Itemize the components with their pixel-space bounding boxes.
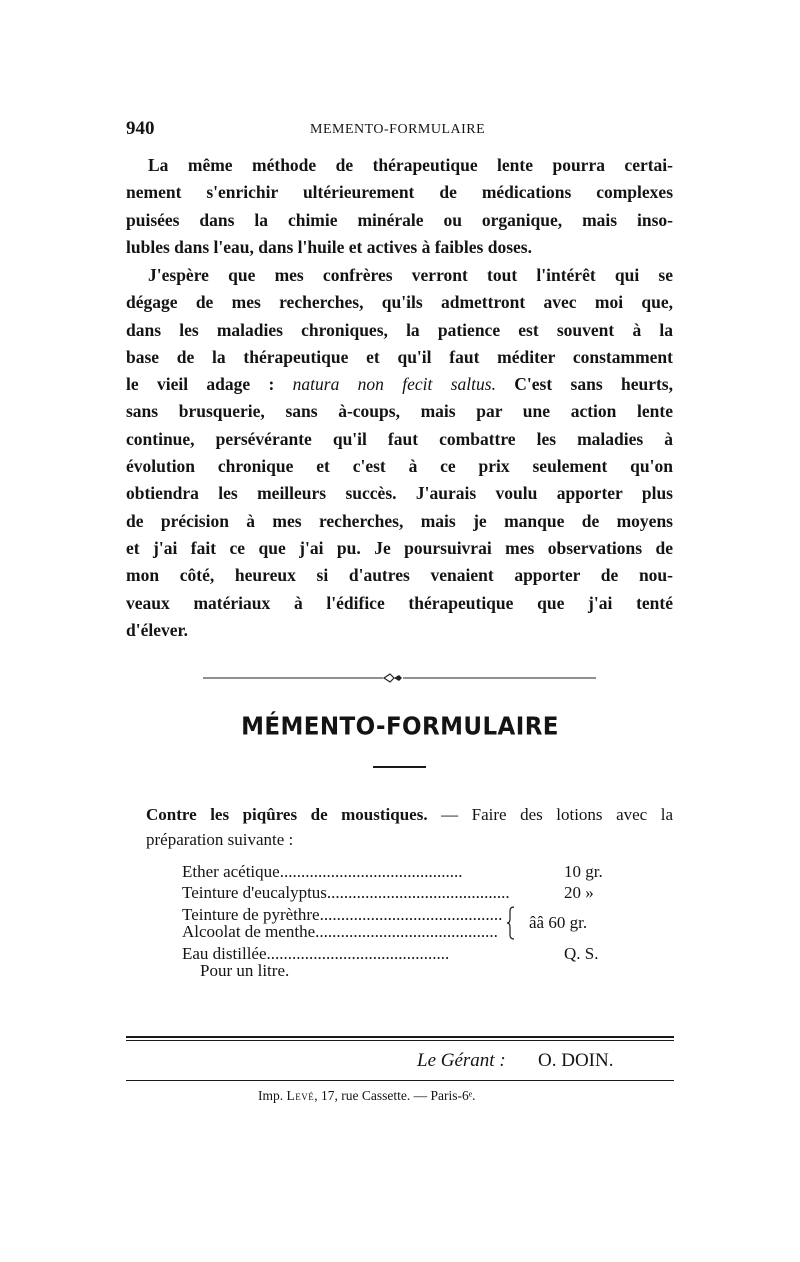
ingredient-qty: ââ 60 gr.	[529, 913, 588, 932]
text-line: veaux matériaux à l'édifice thérapeutique que j'ai tenté	[126, 592, 673, 613]
running-title: MEMENTO-FORMULAIRE	[310, 122, 486, 137]
text-line: dégage de mes recherches, qu'ils admettront avec moi que,	[126, 292, 673, 313]
ingredient-row	[182, 883, 510, 902]
ingredient-qty: 10 gr.	[564, 862, 603, 881]
ingredient-name: Eau distillée	[182, 944, 267, 963]
ingredient-row	[182, 922, 498, 941]
adage-rest: C'est sans heurts,	[495, 374, 673, 395]
recipe-intro-line	[146, 802, 673, 827]
recipe-intro-text: — Faire des lotions avec la	[427, 805, 673, 824]
ingredient-name: Ether acétique	[182, 862, 280, 881]
text-line: La même méthode de thérapeutique lente pourra certai-	[148, 155, 673, 175]
text-line: dans les maladies chroniques, la patience est souvent à la	[126, 319, 673, 340]
page-number: 940	[126, 118, 155, 139]
title-underline	[373, 766, 426, 768]
recipe-intro	[146, 802, 673, 852]
brace-icon	[508, 906, 516, 940]
paragraph-confreres	[126, 262, 673, 644]
text-line: mon côté, heureux si d'autres venaient apporter de nou-	[126, 565, 673, 586]
ingredient-name: Teinture d'eucalyptus	[182, 883, 327, 902]
imprint-address: , 17, rue Cassette. — Paris-6ᵉ.	[314, 1088, 476, 1103]
text-line: J'espère que mes confrères verront tout l'intérêt qui se	[148, 265, 673, 285]
imprint-prefix: Imp.	[258, 1088, 287, 1103]
text-line: évolution chronique et c'est à ce prix seulement qu'on	[126, 456, 673, 477]
ingredient-name: Alcoolat de menthe	[182, 922, 316, 941]
imprint-line	[258, 1088, 476, 1104]
text-line-adage	[126, 371, 673, 398]
text-line: et j'ai fait ce que j'ai pu. Je poursuivrai mes observations de	[126, 537, 673, 558]
footer-rule-top-thin	[126, 1040, 674, 1041]
footer-rule-top	[126, 1036, 674, 1038]
dot-leader: ...........................................	[266, 944, 450, 963]
dot-leader: ...........................................	[315, 922, 498, 941]
recipe-heading: Contre les piqûres de moustiques.	[146, 805, 428, 824]
paragraph-therapeutique	[126, 152, 673, 261]
ingredient-qty: Q. S.	[564, 944, 599, 963]
text-line: lubles dans l'eau, dans l'huile et actives à faibles doses.	[126, 236, 532, 257]
dot-leader: ...........................................	[319, 905, 503, 924]
text-line: sans brusquerie, sans à-coups, mais par une action lente	[126, 401, 673, 422]
text-line: obtiendra les meilleurs succès. J'aurais voulu apporter plus	[126, 483, 673, 504]
imprint-printer: Levé	[286, 1088, 315, 1103]
ingredient-name: Teinture de pyrèthre	[182, 905, 320, 924]
text-line: de précision à mes recherches, mais je manque de moyens	[126, 510, 673, 531]
text-line: puisées dans la chimie minérale ou organique, mais inso-	[126, 209, 673, 230]
dot-leader: ...........................................	[326, 883, 510, 902]
text-line: base de la thérapeutique et qu'il faut méditer constamment	[126, 346, 673, 367]
recipe-intro-line: préparation suivante :	[146, 830, 294, 849]
latin-adage: natura non fecit saltus.	[292, 374, 496, 395]
footer-rule-bottom	[126, 1080, 674, 1081]
recipe-closing: Pour un litre.	[200, 961, 290, 980]
adage-intro: le vieil adage :	[126, 374, 293, 395]
section-title: MÉMENTO-FORMULAIRE	[241, 712, 559, 742]
gerant-label: Le Gérant :	[417, 1050, 506, 1071]
gerant-name: O. DOIN.	[538, 1050, 614, 1071]
dot-leader: ...........................................	[279, 862, 463, 881]
text-line: continue, persévérante qu'il faut combattre les maladies à	[126, 428, 673, 449]
ingredient-qty: 20 »	[564, 883, 594, 902]
ingredient-row	[182, 862, 506, 881]
text-line: d'élever.	[126, 619, 189, 640]
ornament-divider	[203, 672, 596, 684]
text-line: nement s'enrichir ultérieurement de médications complexes	[126, 182, 673, 203]
